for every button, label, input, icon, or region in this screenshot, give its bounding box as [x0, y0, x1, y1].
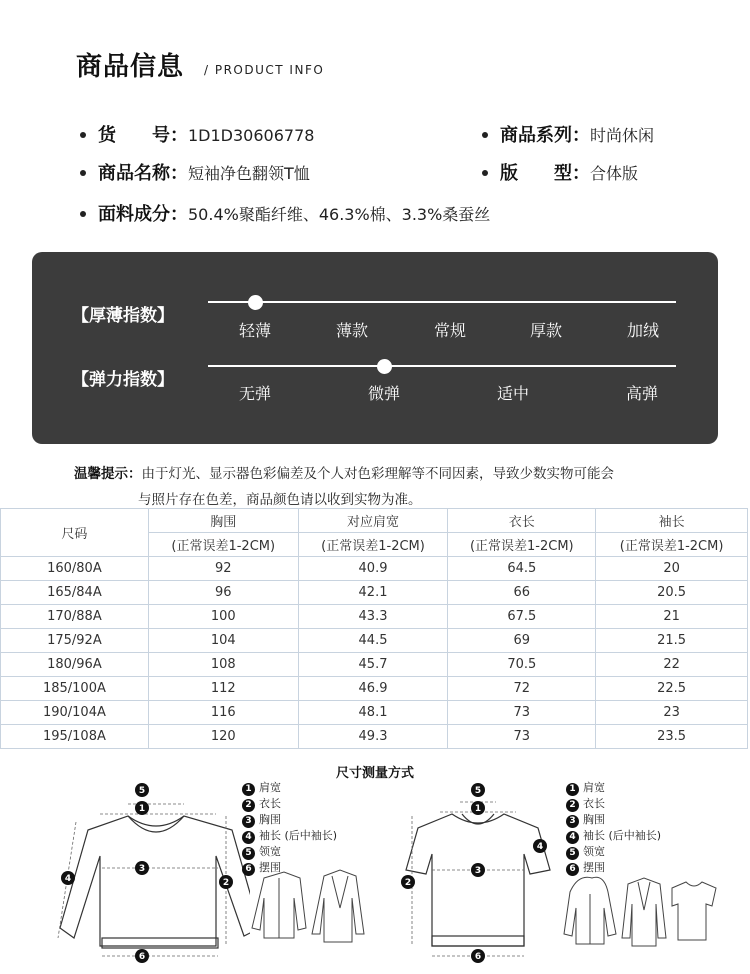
legend-item: 1 肩宽 [242, 780, 337, 796]
sweater-diagram [50, 778, 250, 968]
legend-item: 6 摆围 [242, 860, 337, 876]
elasticity-label: 【弹力指数】 [72, 370, 174, 390]
table-cell: 112 [148, 677, 298, 701]
table-cell: 195/108A [1, 725, 149, 749]
jacket-icons [250, 868, 370, 948]
table-cell: 185/100A [1, 677, 149, 701]
table-row [1, 629, 748, 653]
notice-line-2: 与照片存在色差，商品颜色请以收到实物为准。 [138, 492, 422, 508]
bullet-icon [80, 132, 86, 138]
legend-item: 2 衣长 [566, 796, 661, 812]
table-cell: 67.5 [448, 605, 596, 629]
table-cell: 96 [148, 581, 298, 605]
thickness-indicator [248, 295, 263, 310]
table-cell: 22.5 [596, 677, 748, 701]
number-badge-icon: 4 [242, 831, 255, 844]
number-badge-icon: 2 [242, 799, 255, 812]
bullet-icon [482, 132, 488, 138]
table-cell: 20.5 [596, 581, 748, 605]
table-cell: 69 [448, 629, 596, 653]
table-cell: 23.5 [596, 725, 748, 749]
marker-2: 2 [222, 878, 230, 888]
legend-item: 4 袖长 (后中袖长) [566, 828, 661, 844]
marker-6: 6 [138, 952, 146, 962]
tolerance-note: (正常误差1-2CM) [148, 533, 298, 557]
table-cell: 70.5 [448, 653, 596, 677]
thickness-option: 常规 [433, 321, 467, 340]
table-cell: 20 [596, 557, 748, 581]
tshirt-diagram [400, 778, 560, 968]
legend-item: 3 胸围 [566, 812, 661, 828]
number-badge-icon: 1 [566, 783, 579, 796]
thickness-option: 轻薄 [238, 321, 272, 340]
table-row [1, 677, 748, 701]
number-badge-icon: 2 [566, 799, 579, 812]
table-row [1, 653, 748, 677]
hoodie-icons [560, 874, 720, 950]
marker-1: 1 [474, 804, 482, 814]
table-cell: 108 [148, 653, 298, 677]
table-cell: 23 [596, 701, 748, 725]
size-table [0, 508, 748, 749]
notice-line-1: 温馨提示：由于灯光、显示器色彩偏差及个人对色彩理解等不同因素，导致少数实物可能会 [74, 466, 614, 482]
table-cell: 190/104A [1, 701, 149, 725]
elasticity-option: 适中 [496, 384, 530, 403]
table-cell: 66 [448, 581, 596, 605]
table-row [1, 581, 748, 605]
info-series: 商品系列：时尚休闲 [482, 121, 654, 147]
page-subtitle: / PRODUCT INFO [204, 63, 325, 77]
table-cell: 44.5 [298, 629, 448, 653]
table-cell: 46.9 [298, 677, 448, 701]
elasticity-option: 无弹 [238, 384, 272, 403]
number-badge-icon: 3 [242, 815, 255, 828]
number-badge-icon: 3 [566, 815, 579, 828]
legend-item: 6 摆围 [566, 860, 661, 876]
thickness-option: 加绒 [626, 321, 660, 340]
header-chest: 胸围 [148, 509, 298, 533]
thickness-label: 【厚薄指数】 [72, 306, 174, 326]
table-row [1, 557, 748, 581]
marker-4: 4 [536, 842, 544, 852]
table-cell: 72 [448, 677, 596, 701]
table-cell: 73 [448, 725, 596, 749]
marker-5: 5 [138, 786, 146, 796]
marker-3: 3 [474, 866, 482, 876]
page-title: 商品信息 [76, 52, 185, 82]
table-cell: 165/84A [1, 581, 149, 605]
table-cell: 170/88A [1, 605, 149, 629]
elasticity-option: 微弹 [367, 384, 401, 403]
table-row [1, 725, 748, 749]
bullet-icon [80, 170, 86, 176]
measure-legend-left [242, 780, 337, 876]
marker-2: 2 [404, 878, 412, 888]
legend-item: 5 领宽 [242, 844, 337, 860]
table-header-row [1, 509, 748, 533]
number-badge-icon: 5 [242, 847, 255, 860]
table-cell: 48.1 [298, 701, 448, 725]
table-cell: 100 [148, 605, 298, 629]
table-cell: 43.3 [298, 605, 448, 629]
legend-item: 1 肩宽 [566, 780, 661, 796]
table-cell: 40.9 [298, 557, 448, 581]
number-badge-icon: 1 [242, 783, 255, 796]
table-cell: 64.5 [448, 557, 596, 581]
table-cell: 180/96A [1, 653, 149, 677]
table-cell: 120 [148, 725, 298, 749]
table-row [1, 605, 748, 629]
header-length: 衣长 [448, 509, 596, 533]
thickness-option: 薄款 [335, 321, 369, 340]
number-badge-icon: 4 [566, 831, 579, 844]
number-badge-icon: 6 [242, 863, 255, 876]
bullet-icon [482, 170, 488, 176]
tolerance-note: (正常误差1-2CM) [298, 533, 448, 557]
elasticity-option: 高弹 [625, 384, 659, 403]
info-sku: 货 号：1D1D30606778 [80, 121, 314, 147]
table-cell: 160/80A [1, 557, 149, 581]
tolerance-note: (正常误差1-2CM) [448, 533, 596, 557]
elasticity-indicator [377, 359, 392, 374]
measure-legend-right [566, 780, 661, 876]
table-cell: 21 [596, 605, 748, 629]
marker-5: 5 [474, 786, 482, 796]
number-badge-icon: 6 [566, 863, 579, 876]
info-name: 商品名称：短袖净色翻领T恤 [80, 159, 310, 185]
index-panel [32, 252, 718, 444]
table-cell: 116 [148, 701, 298, 725]
header-size: 尺码 [1, 509, 149, 557]
table-cell: 175/92A [1, 629, 149, 653]
bullet-icon [80, 211, 86, 217]
thickness-option: 厚款 [529, 321, 563, 340]
table-cell: 73 [448, 701, 596, 725]
table-cell: 104 [148, 629, 298, 653]
header-shoulder: 对应肩宽 [298, 509, 448, 533]
table-cell: 92 [148, 557, 298, 581]
tolerance-note: (正常误差1-2CM) [596, 533, 748, 557]
marker-6: 6 [474, 952, 482, 962]
legend-item: 4 袖长 (后中袖长) [242, 828, 337, 844]
table-cell: 22 [596, 653, 748, 677]
info-fit: 版 型：合体版 [482, 159, 638, 185]
header-sleeve: 袖长 [596, 509, 748, 533]
table-cell: 21.5 [596, 629, 748, 653]
legend-item: 5 领宽 [566, 844, 661, 860]
marker-1: 1 [138, 804, 146, 814]
legend-item: 3 胸围 [242, 812, 337, 828]
thickness-track [208, 301, 676, 303]
legend-item: 2 衣长 [242, 796, 337, 812]
table-row [1, 701, 748, 725]
marker-4: 4 [64, 874, 72, 884]
table-cell: 42.1 [298, 581, 448, 605]
table-cell: 45.7 [298, 653, 448, 677]
number-badge-icon: 5 [566, 847, 579, 860]
elasticity-track [208, 365, 676, 367]
measure-title: 尺寸测量方式 [335, 766, 414, 781]
info-fabric: 面料成分：50.4%聚酯纤维、46.3%棉、3.3%桑蚕丝 [80, 200, 490, 226]
marker-3: 3 [138, 864, 146, 874]
table-cell: 49.3 [298, 725, 448, 749]
